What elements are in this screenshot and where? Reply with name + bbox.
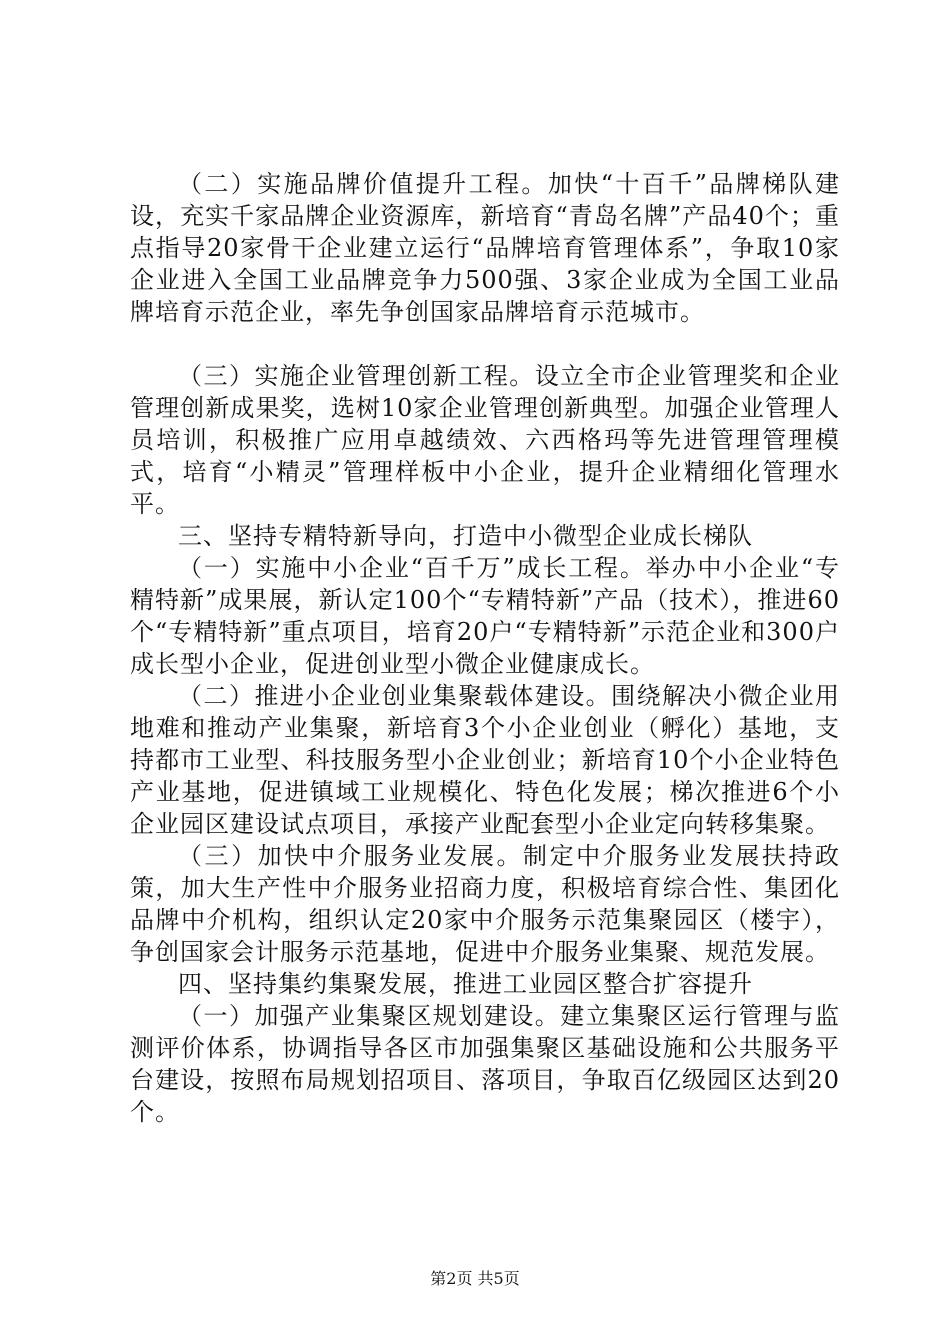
section-heading-4: 四、坚持集约集聚发展，推进工业园区整合扩容提升 (178, 970, 753, 998)
paragraph-sme-growth: （一）实施中小企业“百千万”成长工程。举办中小企业“专精特新”成果展，新认定100个“专精特新”产品（技术），推进60个“专精特新”重点项目，培育20户“专精特新”示范企业和300户成长型小企业，促进创业型小微企业健康成长。 (130, 554, 840, 678)
paragraph-sme-incubation: （二）推进小企业创业集聚载体建设。围绕解决小微企业用地难和推动产业集聚，新培育3个小企业创业（孵化）基地，支持都市工业型、科技服务型小企业创业；新培育10个小企业特色产业基地，促进镇域工业规模化、特色化发展；梯次推进6个小企业园区建设试点项目，承接产业配套型小企业定向转移集聚。 (130, 682, 840, 838)
document-body (130, 168, 840, 1128)
paragraph-intermediary-services: （三）加快中介服务业发展。制定中介服务业发展扶持政策，加大生产性中介服务业招商力度，积极培育综合性、集团化品牌中介机构，组织认定20家中介服务示范集聚园区（楼宇），争创国家会计服务示范基地，促进中介服务业集聚、规范发展。 (130, 842, 840, 966)
paragraph-industrial-cluster: （一）加强产业集聚区规划建设。建立集聚区运行管理与监测评价体系，协调指导各区市加强集聚区基础设施和公共服务平台建设，按照布局规划招项目、落项目，争取百亿级园区达到20个。 (130, 1002, 840, 1126)
page-number-footer: 第2页 共5页 (430, 1269, 520, 1288)
paragraph-management-innovation: （三）实施企业管理创新工程。设立全市企业管理奖和企业管理创新成果奖，选树10家企业管理创新典型。加强企业管理人员培训，积极推广应用卓越绩效、六西格玛等先进管理管理模式，培育“小精灵”管理样板中小企业，提升企业精细化管理水平。 (130, 362, 840, 518)
paragraph-brand-value: （二）实施品牌价值提升工程。加快“十百千”品牌梯队建设，充实千家品牌企业资源库，新培育“青岛名牌”产品40个；重点指导20家骨干企业建立运行“品牌培育管理体系”，争取10家企业进入全国工业品牌竞争力500强、3家企业成为全国工业品牌培育示范企业，率先争创国家品牌培育示范城市。 (130, 170, 840, 326)
section-heading-3: 三、坚持专精特新导向，打造中小微型企业成长梯队 (178, 522, 753, 550)
